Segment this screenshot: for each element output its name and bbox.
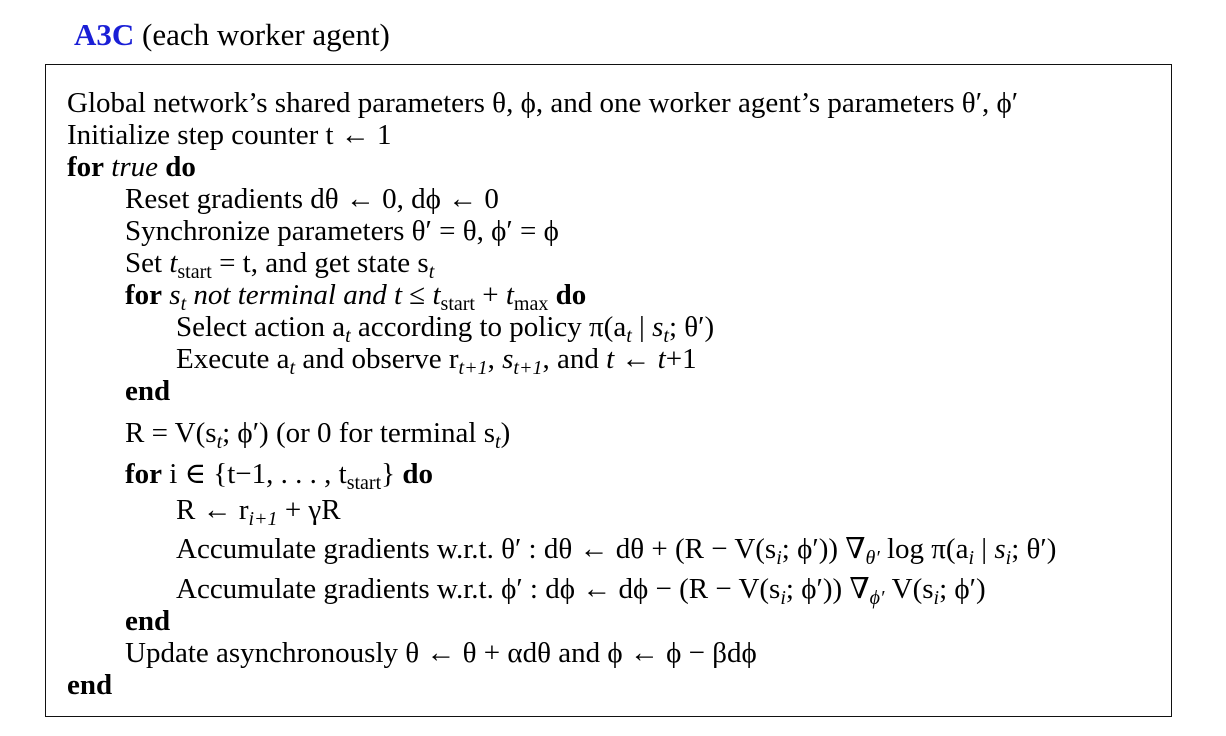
- synchronize-text: Synchronize parameters θ′ = θ, ϕ′ = ϕ: [125, 215, 559, 247]
- algorithm-title: A3C: [74, 17, 135, 52]
- execute-rest: and observe r: [295, 343, 459, 375]
- do-keyword: do: [165, 151, 196, 183]
- accumulate-theta-rest: ; ϕ′)) ∇: [781, 533, 866, 565]
- line-execute: Execute $a_t$ and observe $r_{t+1}$, $s_{t+1}$, and t ← t+1: [176, 343, 697, 379]
- s-t-sub: t: [216, 431, 223, 453]
- line-end-backward-for: [125, 604, 170, 638]
- a-t-sub: t: [345, 325, 351, 347]
- execute-text: Execute a: [176, 343, 290, 375]
- accumulate-phi-rest: ; ϕ′)) ∇: [785, 573, 870, 605]
- return-init-text: R = V(s: [125, 417, 217, 449]
- algorithm-subtitle: (each worker agent): [134, 17, 390, 52]
- true-keyword: true: [111, 151, 158, 183]
- t-start-sub: start: [440, 293, 475, 315]
- return-update-rest: + γR: [277, 494, 341, 526]
- a-t-sub: t: [626, 325, 632, 347]
- r-t1-sub: t+1: [458, 357, 488, 379]
- line-outer-for: [67, 150, 196, 184]
- line-inner-for: for $s_t$ not terminal and $t \le t_{start} + t_{max}$ do: [125, 279, 587, 315]
- s-i-sub: i: [1005, 547, 1012, 569]
- line-init-counter: [67, 118, 392, 152]
- s-t1-sub: t+1: [513, 357, 543, 379]
- update-async-text: Update asynchronously θ ← θ + αdθ and ϕ ← ϕ − βdϕ: [125, 637, 757, 669]
- do-keyword: do: [402, 458, 433, 490]
- init-counter-text: Initialize step counter t ← 1: [67, 119, 392, 151]
- s-var: s: [169, 279, 181, 311]
- t-var: t: [169, 247, 178, 279]
- global-params-text: Global network’s shared parameters θ, ϕ, and one worker agent’s parameters θ′, ϕ′: [67, 87, 1019, 119]
- s-i-sub: i: [776, 547, 782, 569]
- t-var: t: [432, 279, 441, 311]
- end-keyword: end: [125, 605, 171, 637]
- line-update-async: [125, 636, 757, 670]
- line-reset-gradients: [125, 182, 499, 216]
- line-return-update: [176, 493, 341, 536]
- grad-theta-sub: θ′: [865, 547, 880, 569]
- s-i-sub: i: [933, 587, 940, 609]
- s-t-sub: t: [663, 325, 669, 347]
- algorithm-box: [45, 64, 1172, 717]
- s-var: s: [652, 311, 664, 343]
- select-action-text: Select action a: [176, 311, 346, 343]
- grad-phi-sub: ϕ′: [869, 587, 885, 609]
- accumulate-theta-tail: log π(a: [879, 533, 969, 565]
- line-accumulate-theta: Accumulate gradients w.r.t. θ′ : dθ ← $d\theta + (R - V(s_i$; ϕ′)) $\nabla_{\theta'}$ $\log \pi(a_i$ | $s_i$; θ′): [176, 533, 1057, 569]
- r-i1-sub: i+1: [248, 508, 278, 530]
- for-keyword: for: [125, 458, 163, 490]
- accumulate-phi-text: Accumulate gradients w.r.t. ϕ′ : dϕ ← dϕ − (R − V(s: [176, 573, 781, 605]
- end-keyword: end: [125, 375, 171, 407]
- return-update-text: R ← r: [176, 494, 249, 526]
- for-keyword: for: [67, 151, 105, 183]
- t-max-sub: max: [513, 293, 549, 315]
- accumulate-phi-tail: V(s: [884, 573, 934, 605]
- in-set-text: i ∈ {t−1, . . . , t: [169, 458, 347, 490]
- not-terminal-text: not terminal and: [193, 279, 387, 311]
- set-rest-text: = t, and get state s: [219, 247, 429, 279]
- set-text: Set: [125, 247, 163, 279]
- line-backward-for: for i ∈ {t−1, . . . , $t_{start}$} do: [125, 458, 433, 494]
- do-keyword: do: [555, 279, 587, 311]
- line-global-params: [67, 86, 1018, 120]
- line-select-action: Select action $a_t$ according to policy $\pi(a_t$ | $s_t$; θ′): [176, 311, 715, 347]
- t-var: t: [393, 279, 403, 311]
- algorithm-heading: [74, 14, 390, 56]
- a-t-sub: t: [289, 357, 296, 379]
- s-t-sub: t: [428, 261, 435, 283]
- t-start-sub: start: [177, 261, 212, 283]
- t-start-sub: start: [346, 472, 382, 494]
- return-init-rest: ; ϕ′) (or 0 for terminal s: [222, 417, 495, 449]
- line-synchronize: [125, 214, 559, 248]
- line-return-init: $R = V(s_t$; ϕ′) (or 0 for terminal $s_t$): [125, 417, 511, 453]
- for-keyword: for: [125, 279, 163, 311]
- line-accumulate-phi: Accumulate gradients w.r.t. ϕ′ : dϕ ← $d\phi - (R - V(s_i$; ϕ′)) $\nabla_{\phi'}$ $V(s_i$; ϕ′): [176, 573, 986, 609]
- s-var: s: [502, 343, 514, 375]
- accumulate-theta-text: Accumulate gradients w.r.t. θ′ : dθ ← dθ + (R − V(s: [176, 533, 777, 565]
- s-t-sub: t: [180, 293, 187, 315]
- t-var: t: [505, 279, 514, 311]
- line-end-inner-for: [125, 374, 170, 408]
- a-i-sub: i: [968, 547, 975, 569]
- s-i-sub: i: [780, 587, 786, 609]
- end-keyword: end: [67, 669, 113, 701]
- select-action-rest: according to policy π(a: [350, 311, 627, 343]
- reset-gradients-text: Reset gradients dθ ← 0, dϕ ← 0: [125, 183, 499, 215]
- s-t-sub: t: [495, 431, 501, 453]
- line-end-outer-for: [67, 668, 112, 702]
